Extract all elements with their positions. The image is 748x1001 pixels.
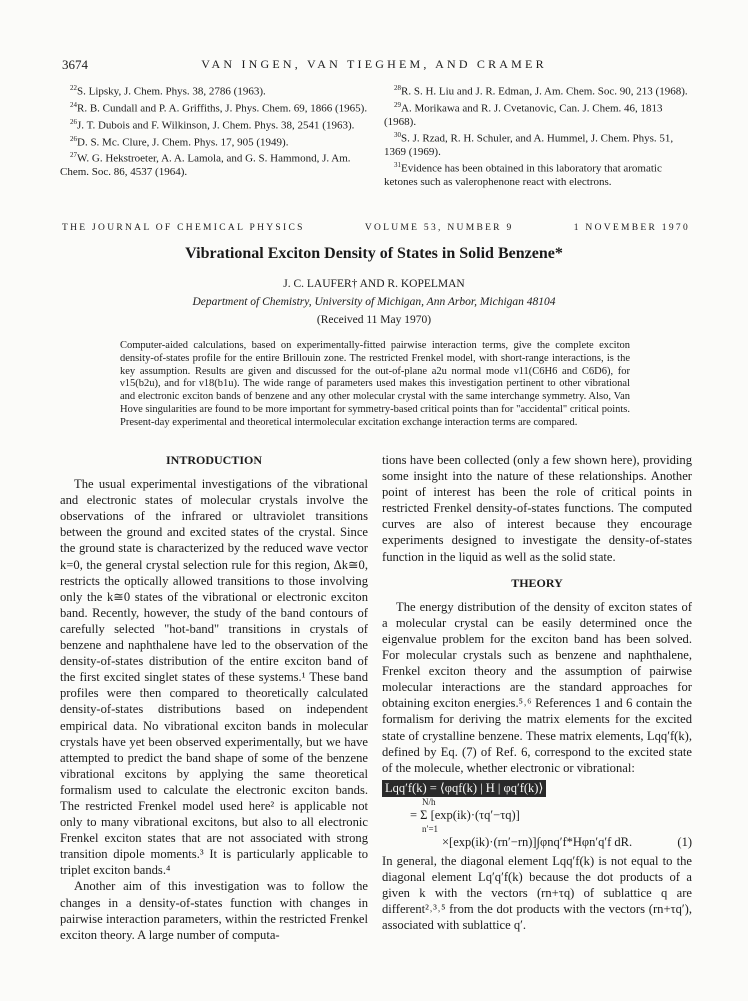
reference: $^{27}$W. G. Hekstroeter, A. A. Lamola, and G. S. Hammond, J. Am. Chem. Soc. 86, 4537 (1964). xyxy=(60,151,351,179)
reference: $^{29}$A. Morikawa and R. J. Cvetanovic, Can. J. Chem. 46, 1813 (1968). xyxy=(384,100,663,128)
reference: $^{24}$R. B. Cundall and P. A. Griffiths, J. Phys. Chem. 69, 1866 (1965). xyxy=(70,100,368,115)
paragraph: The usual experimental investigations of the vibrational and electronic states of molecular crystals involve the observations of the infrared or ultraviolet transitions between the ground and excited states of the crystal. Since the ground state is characterized by the reduced wave vector k=0, the general crystal selection rule for this region, Δk≅0, restricts the optically allowed transitions to those involving only the k≅0 states of the vibrational or electronic exciton band. Recently, however, the study of the band contours of carefully selected "hot-band" transitions in crystals of benzene and naphthalene have led to the observation of the density-of-states distribution of the entire exciton band of the first excited singlet states of these systems.¹ These band profiles were then compared to theoretically calculated density-of-states distributions based on independent empirical data. No vibrational exciton bands in molecular crystals have yet been observed experimentally, but we have attempted to predict the band shape of some of the benzene vibrational excitons by applying the same theoretical formalism used to calculate the electronic exciton bands. The restricted Frenkel model used here² is applicable not only to many vibrational excitons, but also to all electronic Frenkel exciton states that are not associated with strong transition dipole moments.³ It is particularly applicable to triplet exciton bands.⁴ xyxy=(60,477,368,878)
sum-lower-limit: n′=1 xyxy=(422,823,439,834)
section-heading-introduction: INTRODUCTION xyxy=(165,453,262,467)
references-right xyxy=(384,82,688,189)
received-date: (Received 11 May 1970) xyxy=(316,314,432,326)
abstract: Computer-aided calculations, based on experimentally-fitted pairwise interaction terms, give the complete exciton density-of-states profile for the entire Brillouin zone. The restricted Frenkel model, with short-range interactions, is the key assumption. Results are given and discussed for the out-of-plane a2u normal mode ν11(C6H6 and C6D6), for ν15(b2u), and for ν18(b1u). The wide range of parameters used makes this investigation pertinent to other vibrational and electronic exciton bands of benzene and any other molecular crystal with the same interchange symmetry. Also, Van Hove singularities are found to be more important for symmetry-based critical points than for "accidental" critical points. Present-day experimental and theoretical intermolecular excitation exchange interaction terms are compared. xyxy=(120,340,630,428)
article-authors: J. C. LAUFER† AND R. KOPELMAN xyxy=(283,278,465,290)
left-column xyxy=(60,452,368,943)
reference: $^{28}$R. S. H. Liu and J. R. Edman, J. Am. Chem. Soc. 90, 213 (1968). xyxy=(394,84,688,98)
journal-name: THE JOURNAL OF CHEMICAL PHYSICS xyxy=(62,223,305,233)
paragraph: In general, the diagonal element Lqq′f(k) is not equal to the diagonal element Lq′q′f(k) because the dot products of a given k with the vectors (rn+τq) of sublattice q are different²˒³˒⁵ from the dot products with the vectors (rn+τq′), associated with sublattice q′. xyxy=(382,853,692,933)
article-affiliation: Department of Chemistry, University of Michigan, Ann Arbor, Michigan 48104 xyxy=(192,296,556,308)
reference: $^{26}$J. T. Dubois and F. Wilkinson, J. Chem. Phys. 38, 2541 (1963). xyxy=(70,117,355,132)
section-heading-theory: THEORY xyxy=(511,575,563,590)
equation-lhs: Lqq′f(k) = ⟨φqf(k) | H | φq′f(k)⟩ xyxy=(382,780,546,797)
sum-upper-limit: N/h xyxy=(422,796,436,807)
paragraph: Another aim of this investigation was to follow the changes in a density-of-states function with changes in pairwise interaction parameters, within the restricted Frenkel exciton theory. A large number of computa- xyxy=(60,879,368,942)
right-column xyxy=(382,452,692,933)
article-title: Vibrational Exciton Density of States in Solid Benzene* xyxy=(185,245,563,262)
paragraph: tions have been collected (only a few shown here), providing some insight into the nature of these relationships. Another point of interest has been the role of critical points in restricted Frenkel density-of-states functions. The computed curves are also of interest because they encourage experiments designed to investigate the density-of-states function in the liquid as well as the solid state. xyxy=(382,453,692,564)
equation-number: (1) xyxy=(677,834,692,849)
references-left xyxy=(60,82,370,180)
equation-sum: = Σ [exp(ik)·(τq′−τq)] xyxy=(410,807,520,822)
equation-integral: ×[exp(ik)·(rn′−rn)]∫φnq′f*Hφn′q′f dR. xyxy=(442,834,633,849)
paragraph: The energy distribution of the density of exciton states of a molecular crystal can be easily determined once the eigenvalue problem for the exciton band has been solved. For molecular crystals such as benzene and naphthalene, Frenkel exciton theory and the assumption of pairwise molecular interactions are the standard approaches for obtaining exciton energies.⁵˒⁶ References 1 and 6 contain the formalism for deriving the matrix elements for the excited state of crystalline benzene. These matrix elements, Lqq′f(k), defined by Eq. (7) of Ref. 6, correspond to the excited state of the molecule, whether electronic or vibrational: xyxy=(382,599,692,775)
journal-line xyxy=(62,223,690,233)
reference: $^{30}$S. J. Rzad, R. H. Schuler, and A. Hummel, J. Chem. Phys. 51, 1369 (1969). xyxy=(384,130,674,158)
reference: $^{26}$D. S. Mc. Clure, J. Chem. Phys. 17, 905 (1949). xyxy=(70,134,289,149)
equation-1 xyxy=(382,780,692,851)
reference: $^{31}$Evidence has been obtained in this laboratory that aromatic ketones such as valerophenone react with electrons. xyxy=(384,160,662,188)
running-head: VAN INGEN, VAN TIEGHEM, AND CRAMER xyxy=(201,57,547,71)
journal-date: 1 NOVEMBER 1970 xyxy=(573,223,690,233)
journal-volume: VOLUME 53, NUMBER 9 xyxy=(364,223,514,233)
page-number: 3674 xyxy=(62,57,88,72)
reference: $^{22}$S. Lipsky, J. Chem. Phys. 38, 2786 (1963). xyxy=(70,84,266,98)
